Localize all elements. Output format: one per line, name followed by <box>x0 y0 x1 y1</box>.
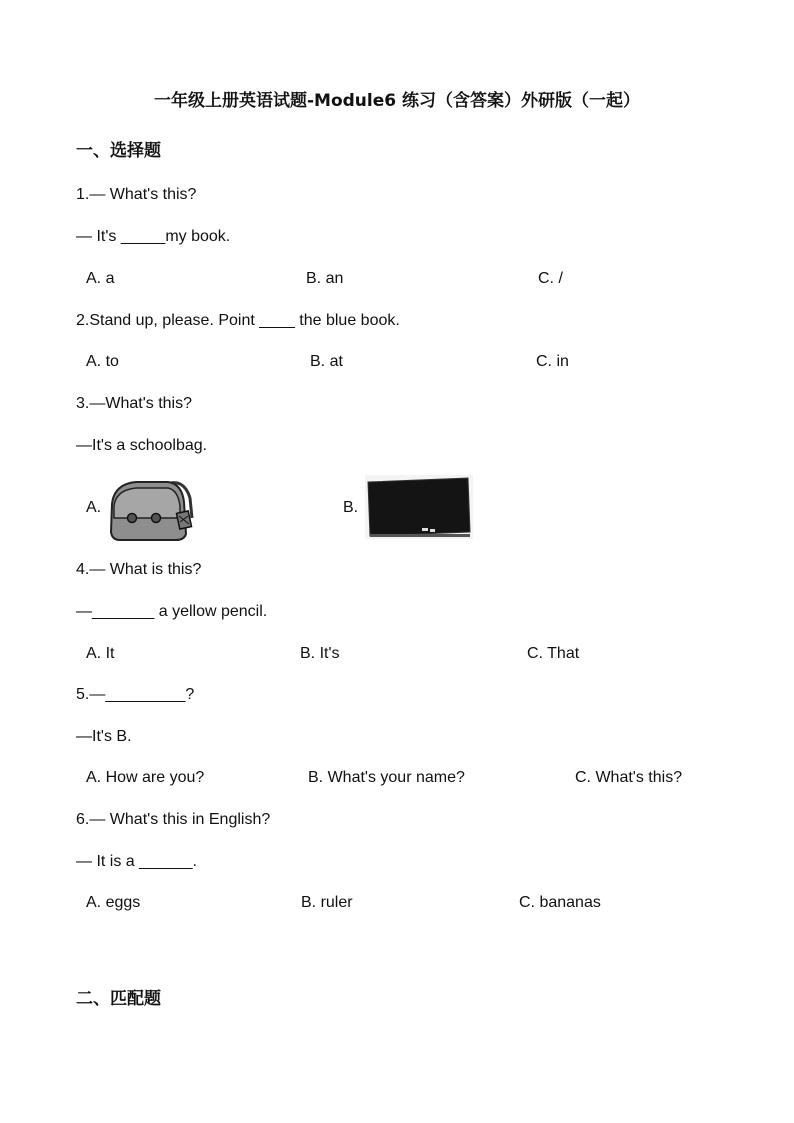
question-2-stem: 2.Stand up, please. Point ____ the blue book. <box>76 312 400 329</box>
question-4-option-c: C. That <box>527 645 580 662</box>
question-1-answer-line: — It's _____my book. <box>76 228 231 245</box>
question-4-stem: 4.— What is this? <box>76 561 202 578</box>
question-5-option-c: C. What's this? <box>575 769 683 786</box>
question-4-answer-line: —_______ a yellow pencil. <box>76 603 268 620</box>
question-2-option-a: A. to <box>86 353 119 370</box>
question-6-answer-line: — It is a ______. <box>76 853 197 870</box>
section-heading-matching: 二、匹配题 <box>76 989 161 1009</box>
question-5-option-b: B. What's your name? <box>308 769 465 786</box>
question-1-option-a: A. a <box>86 270 115 287</box>
question-2-option-c: C. in <box>536 353 569 370</box>
question-5-answer-line: —It's B. <box>76 728 132 745</box>
question-3-stem: 3.—What's this? <box>76 395 192 412</box>
question-1-stem: 1.— What's this? <box>76 186 197 203</box>
page-title: 一年级上册英语试题-Module6 练习（含答案）外研版（一起） <box>153 91 641 111</box>
question-6-option-c: C. bananas <box>519 894 601 911</box>
question-6-option-a: A. eggs <box>86 894 141 911</box>
question-1-option-c: C. / <box>538 270 563 287</box>
question-3-answer-line: —It's a schoolbag. <box>76 437 208 454</box>
question-5-stem: 5.—_________? <box>76 686 195 703</box>
question-1-option-b: B. an <box>306 270 344 287</box>
question-3-option-b: B. <box>343 499 359 516</box>
section-heading-choice: 一、选择题 <box>76 141 161 161</box>
question-2-option-b: B. at <box>310 353 343 370</box>
question-6-option-b: B. ruler <box>301 894 353 911</box>
question-4-option-a: A. It <box>86 645 115 662</box>
question-3-option-a: A. <box>86 499 102 516</box>
question-6-stem: 6.— What's this in English? <box>76 811 271 828</box>
question-5-option-a: A. How are you? <box>86 769 205 786</box>
question-4-option-b: B. It's <box>300 645 340 662</box>
schoolbag-image <box>106 474 206 542</box>
blackboard-image <box>364 474 474 540</box>
